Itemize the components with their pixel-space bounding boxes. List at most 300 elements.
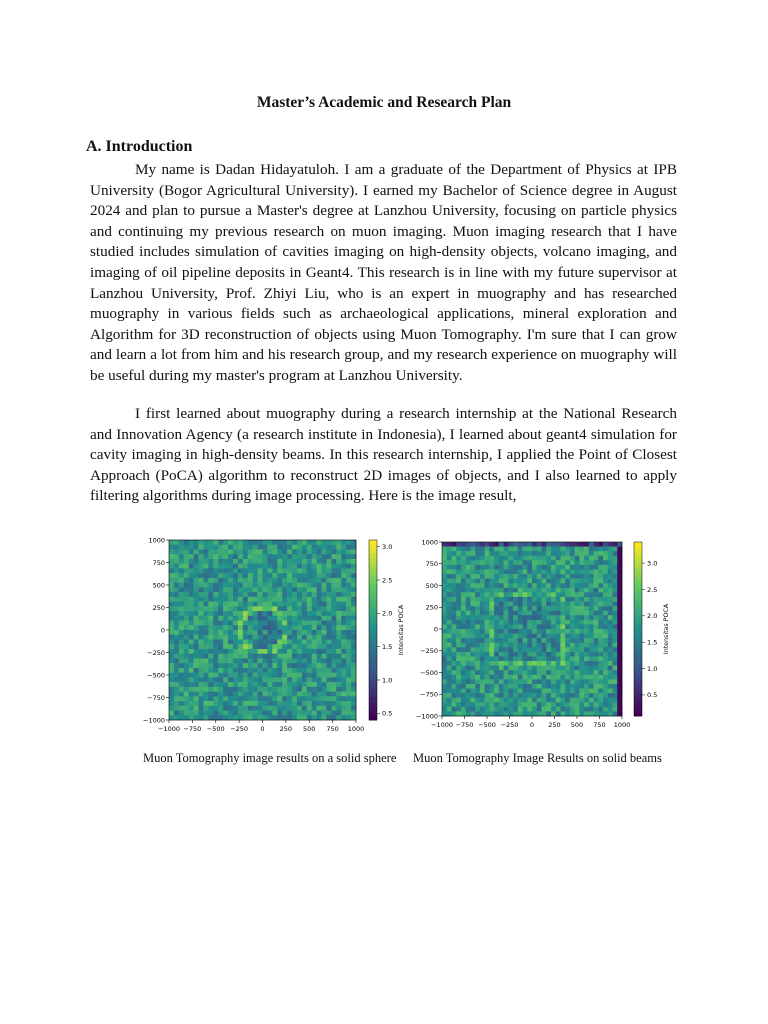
- heatmap-cell: [174, 578, 179, 583]
- heatmap-cell: [532, 565, 537, 570]
- x-tick-label: −250: [230, 725, 249, 733]
- heatmap-cell: [560, 624, 565, 629]
- heatmap-cell: [233, 663, 238, 668]
- heatmap-cell: [258, 597, 263, 602]
- colorbar-segment: [369, 549, 377, 554]
- heatmap-cell: [302, 554, 307, 559]
- heatmap-cell: [336, 673, 341, 678]
- heatmap-cell: [584, 711, 589, 716]
- heatmap-cell: [194, 644, 199, 649]
- heatmap-cell: [570, 606, 575, 611]
- heatmap-cell: [470, 670, 475, 675]
- heatmap-cell: [532, 556, 537, 561]
- heatmap-cell: [317, 687, 322, 692]
- heatmap-cell: [341, 654, 346, 659]
- heatmap-cell: [272, 592, 277, 597]
- heatmap-cell: [223, 677, 228, 682]
- heatmap-cell: [238, 701, 243, 706]
- heatmap-cell: [322, 682, 327, 687]
- heatmap-cell: [282, 635, 287, 640]
- heatmap-cell: [213, 573, 218, 578]
- heatmap-cell: [551, 569, 556, 574]
- heatmap-cell: [617, 574, 622, 579]
- heatmap-cell: [551, 675, 556, 680]
- heatmap-cell: [456, 579, 461, 584]
- heatmap-cell: [575, 620, 580, 625]
- heatmap-cell: [322, 649, 327, 654]
- heatmap-cell: [613, 542, 618, 547]
- heatmap-cell: [447, 602, 452, 607]
- heatmap-cell: [560, 647, 565, 652]
- heatmap-cell: [456, 542, 461, 547]
- heatmap-cell: [203, 606, 208, 611]
- colorbar-segment: [369, 711, 377, 716]
- heatmap-cell: [613, 675, 618, 680]
- heatmap-cell: [485, 707, 490, 712]
- heatmap-cell: [336, 602, 341, 607]
- heatmap-cell: [174, 587, 179, 592]
- heatmap-cell: [243, 715, 248, 720]
- heatmap-cell: [179, 621, 184, 626]
- heatmap-cell: [267, 564, 272, 569]
- heatmap-cell: [169, 644, 174, 649]
- heatmap-cell: [287, 545, 292, 550]
- heatmap-cell: [336, 630, 341, 635]
- heatmap-cell: [594, 638, 599, 643]
- heatmap-cell: [584, 629, 589, 634]
- heatmap-cell: [326, 706, 331, 711]
- heatmap-cells: [442, 542, 622, 716]
- heatmap-cell: [603, 565, 608, 570]
- heatmap-cell: [233, 635, 238, 640]
- x-tick-label: −750: [183, 725, 202, 733]
- heatmap-cell: [451, 675, 456, 680]
- heatmap-cell: [456, 583, 461, 588]
- heatmap-cell: [560, 579, 565, 584]
- heatmap-cell: [307, 545, 312, 550]
- heatmap-cell: [575, 560, 580, 565]
- heatmap-cell: [312, 668, 317, 673]
- heatmap-cell: [248, 649, 253, 654]
- heatmap-cell: [447, 592, 452, 597]
- heatmap-cell: [297, 545, 302, 550]
- heatmap-cell: [598, 634, 603, 639]
- heatmap-cell: [565, 588, 570, 593]
- heatmap-cell: [513, 569, 518, 574]
- heatmap-cell: [489, 606, 494, 611]
- heatmap-cell: [513, 643, 518, 648]
- heatmap-cell: [203, 578, 208, 583]
- heatmap-cell: [513, 652, 518, 657]
- heatmap-cell: [461, 711, 466, 716]
- heatmap-cell: [302, 540, 307, 545]
- y-tick-label: −1000: [416, 712, 438, 721]
- heatmap-cell: [326, 677, 331, 682]
- heatmap-cell: [351, 663, 356, 668]
- heatmap-cell: [331, 621, 336, 626]
- heatmap-cell: [556, 666, 561, 671]
- heatmap-cell: [326, 540, 331, 545]
- heatmap-cell: [589, 602, 594, 607]
- heatmap-cell: [466, 624, 471, 629]
- heatmap-cell: [442, 597, 447, 602]
- heatmap-cell: [451, 707, 456, 712]
- heatmap-cell: [594, 620, 599, 625]
- heatmap-cell: [556, 684, 561, 689]
- heatmap-cell: [169, 625, 174, 630]
- heatmap-cell: [326, 682, 331, 687]
- heatmap-cell: [312, 621, 317, 626]
- heatmap-cell: [613, 666, 618, 671]
- heatmap-cell: [203, 545, 208, 550]
- heatmap-cell: [461, 684, 466, 689]
- y-tick-label: −250: [420, 647, 438, 656]
- heatmap-cell: [603, 643, 608, 648]
- colorbar-segment: [634, 699, 642, 704]
- heatmap-cell: [598, 556, 603, 561]
- heatmap-cell: [442, 652, 447, 657]
- heatmap-cell: [485, 597, 490, 602]
- heatmap-cell: [575, 656, 580, 661]
- heatmap-cell: [272, 649, 277, 654]
- heatmap-cell: [532, 542, 537, 547]
- heatmap-cell: [442, 629, 447, 634]
- heatmap-cell: [504, 675, 509, 680]
- heatmap-cell: [233, 692, 238, 697]
- heatmap-cell: [184, 654, 189, 659]
- heatmap-cell: [243, 706, 248, 711]
- heatmap-cell: [613, 615, 618, 620]
- heatmap-cell: [456, 574, 461, 579]
- heatmap-cell: [565, 693, 570, 698]
- heatmap-cell: [480, 634, 485, 639]
- heatmap-cell: [565, 711, 570, 716]
- heatmap-cell: [272, 559, 277, 564]
- heatmap-cell: [570, 574, 575, 579]
- y-tick-label: −500: [420, 668, 438, 677]
- heatmap-cell: [461, 597, 466, 602]
- heatmap-cell: [461, 588, 466, 593]
- heatmap-cell: [307, 649, 312, 654]
- heatmap-cell: [253, 606, 258, 611]
- heatmap-cell: [248, 663, 253, 668]
- heatmap-cell: [248, 597, 253, 602]
- heatmap-cell: [297, 616, 302, 621]
- heatmap-cell: [199, 701, 204, 706]
- heatmap-cell: [537, 693, 542, 698]
- heatmap-cell: [228, 706, 233, 711]
- heatmap-cell: [243, 549, 248, 554]
- heatmap-cell: [184, 573, 189, 578]
- heatmap-cell: [228, 682, 233, 687]
- heatmap-cell: [494, 679, 499, 684]
- x-tick-label: −500: [478, 721, 496, 729]
- heatmap-cell: [485, 670, 490, 675]
- heatmap-cell: [199, 715, 204, 720]
- heatmap-cell: [598, 679, 603, 684]
- heatmap-cell: [248, 706, 253, 711]
- heatmap-cell: [456, 666, 461, 671]
- heatmap-cell: [331, 578, 336, 583]
- heatmap-cell: [174, 564, 179, 569]
- heatmap-cell: [504, 583, 509, 588]
- heatmap-cell: [575, 597, 580, 602]
- heatmap-cell: [551, 711, 556, 716]
- heatmap-cell: [442, 574, 447, 579]
- heatmap-cell: [213, 554, 218, 559]
- heatmap-cell: [199, 578, 204, 583]
- heatmap-cell: [292, 568, 297, 573]
- heatmap-cell: [579, 684, 584, 689]
- heatmap-cell: [263, 564, 268, 569]
- heatmap-cell: [485, 711, 490, 716]
- heatmap-cell: [485, 638, 490, 643]
- heatmap-cell: [307, 540, 312, 545]
- heatmap-cell: [598, 675, 603, 680]
- heatmap-cell: [194, 649, 199, 654]
- heatmap-cell: [442, 556, 447, 561]
- heatmap-cell: [248, 692, 253, 697]
- heatmap-cell: [263, 602, 268, 607]
- heatmap-cell: [451, 556, 456, 561]
- heatmap-cell: [248, 673, 253, 678]
- heatmap-cell: [346, 606, 351, 611]
- heatmap-cell: [189, 621, 194, 626]
- heatmap-cell: [267, 639, 272, 644]
- heatmap-cell: [608, 652, 613, 657]
- heatmap-cell: [537, 643, 542, 648]
- heatmap-cell: [199, 635, 204, 640]
- heatmap-cell: [541, 647, 546, 652]
- heatmap-cell: [518, 666, 523, 671]
- heatmap-cell: [518, 693, 523, 698]
- heatmap-cell: [447, 693, 452, 698]
- heatmap-cell: [218, 606, 223, 611]
- heatmap-cell: [579, 666, 584, 671]
- heatmap-cell: [518, 547, 523, 552]
- heatmap-cell: [617, 583, 622, 588]
- heatmap-cell: [169, 592, 174, 597]
- heatmap-cell: [456, 675, 461, 680]
- heatmap-cell: [199, 621, 204, 626]
- heatmap-cell: [263, 639, 268, 644]
- heatmap-cell: [199, 549, 204, 554]
- heatmap-cell: [456, 638, 461, 643]
- heatmap-cell: [594, 629, 599, 634]
- heatmap-cell: [594, 698, 599, 703]
- heatmap-cell: [189, 540, 194, 545]
- heatmap-cell: [565, 602, 570, 607]
- heatmap-cell: [475, 638, 480, 643]
- heatmap-cell: [575, 611, 580, 616]
- heatmap-cell: [351, 559, 356, 564]
- heatmap-cell: [461, 666, 466, 671]
- heatmap-cell: [608, 592, 613, 597]
- heatmap-cell: [243, 711, 248, 716]
- heatmap-cell: [287, 568, 292, 573]
- heatmap-cell: [475, 542, 480, 547]
- heatmap-cell: [248, 644, 253, 649]
- heatmap-cell: [326, 635, 331, 640]
- heatmap-cell: [189, 573, 194, 578]
- heatmap-cell: [263, 635, 268, 640]
- heatmap-cell: [218, 673, 223, 678]
- y-tick-label: −250: [147, 648, 165, 657]
- heatmap-cell: [322, 621, 327, 626]
- heatmap-cell: [287, 644, 292, 649]
- heatmap-cell: [546, 615, 551, 620]
- colorbar-segment: [634, 590, 642, 595]
- heatmap-cell: [218, 540, 223, 545]
- heatmap-cell: [485, 693, 490, 698]
- heatmap-cell: [218, 592, 223, 597]
- heatmap-cell: [461, 624, 466, 629]
- heatmap-cell: [494, 551, 499, 556]
- heatmap-cell: [494, 656, 499, 661]
- heatmap-cell: [499, 638, 504, 643]
- heatmap-cell: [208, 554, 213, 559]
- colorbar-segment: [634, 594, 642, 599]
- heatmap-cell: [228, 630, 233, 635]
- heatmap-cell: [272, 573, 277, 578]
- heatmap-cell: [470, 643, 475, 648]
- heatmap-cell: [523, 679, 528, 684]
- heatmap-cell: [584, 647, 589, 652]
- heatmap-cell: [527, 588, 532, 593]
- heatmap-cell: [603, 574, 608, 579]
- heatmap-cell: [292, 549, 297, 554]
- heatmap-cell: [613, 638, 618, 643]
- heatmap-cell: [174, 597, 179, 602]
- heatmap-cell: [272, 635, 277, 640]
- heatmap-cell: [351, 549, 356, 554]
- heatmap-cell: [208, 668, 213, 673]
- heatmap-cell: [442, 624, 447, 629]
- heatmap-cell: [556, 542, 561, 547]
- heatmap-cell: [447, 551, 452, 556]
- heatmap-cell: [537, 606, 542, 611]
- heatmap-cell: [292, 701, 297, 706]
- heatmap-cell: [326, 711, 331, 716]
- heatmap-cell: [277, 687, 282, 692]
- heatmap-cell: [302, 592, 307, 597]
- heatmap-cell: [331, 644, 336, 649]
- heatmap-cell: [447, 702, 452, 707]
- heatmap-cell: [575, 670, 580, 675]
- heatmap-cell: [556, 560, 561, 565]
- heatmap-cell: [537, 711, 542, 716]
- heatmap-cell: [184, 701, 189, 706]
- heatmap-cell: [263, 625, 268, 630]
- heatmap-cell: [346, 654, 351, 659]
- heatmap-cell: [584, 615, 589, 620]
- heatmap-cell: [475, 661, 480, 666]
- heatmap-cell: [523, 602, 528, 607]
- heatmap-cell: [351, 635, 356, 640]
- heatmap-cell: [589, 569, 594, 574]
- heatmap-cell: [336, 554, 341, 559]
- heatmap-cell: [523, 615, 528, 620]
- heatmap-cell: [489, 629, 494, 634]
- heatmap-cell: [461, 611, 466, 616]
- y-tick-label: 250: [152, 603, 165, 612]
- heatmap-cell: [470, 689, 475, 694]
- heatmap-cell: [184, 692, 189, 697]
- heatmap-cell: [541, 693, 546, 698]
- heatmap-cell: [475, 652, 480, 657]
- heatmap-cell: [584, 579, 589, 584]
- heatmap-cell: [523, 547, 528, 552]
- heatmap-cell: [518, 569, 523, 574]
- heatmap-cell: [287, 606, 292, 611]
- heatmap-cell: [546, 565, 551, 570]
- heatmap-cell: [551, 652, 556, 657]
- heatmap-cell: [317, 554, 322, 559]
- heatmap-cell: [341, 644, 346, 649]
- heatmap-cell: [513, 560, 518, 565]
- heatmap-cell: [447, 579, 452, 584]
- heatmap-cell: [263, 545, 268, 550]
- heatmap-cell: [575, 547, 580, 552]
- heatmap-cell: [346, 568, 351, 573]
- heatmap-cell: [258, 658, 263, 663]
- heatmap-cell: [608, 707, 613, 712]
- heatmap-cell: [603, 579, 608, 584]
- heatmap-cell: [282, 611, 287, 616]
- heatmap-cell: [287, 611, 292, 616]
- heatmap-cell: [272, 654, 277, 659]
- heatmap-cell: [292, 649, 297, 654]
- heatmap-cell: [584, 666, 589, 671]
- heatmap-cell: [470, 597, 475, 602]
- colorbar-tick-label: 2.5: [647, 585, 658, 594]
- heatmap-cell: [565, 615, 570, 620]
- heatmap-cell: [346, 706, 351, 711]
- heatmap-cell: [560, 702, 565, 707]
- heatmap-cell: [575, 707, 580, 712]
- heatmap-cell: [263, 592, 268, 597]
- heatmap-cell: [322, 715, 327, 720]
- heatmap-cell: [218, 573, 223, 578]
- heatmap-cell: [336, 701, 341, 706]
- heatmap-cell: [589, 574, 594, 579]
- heatmap-cell: [456, 565, 461, 570]
- heatmap-cell: [518, 615, 523, 620]
- x-tick-label: 500: [303, 725, 316, 733]
- heatmap-cell: [297, 635, 302, 640]
- colorbar-segment: [369, 648, 377, 653]
- heatmap-cell: [532, 675, 537, 680]
- heatmap-cell: [447, 588, 452, 593]
- heatmap-cell: [302, 573, 307, 578]
- heatmap-cell: [253, 711, 258, 716]
- heatmap-cell: [258, 549, 263, 554]
- heatmap-cell: [603, 652, 608, 657]
- heatmap-cell: [513, 702, 518, 707]
- heatmap-cell: [485, 620, 490, 625]
- heatmap-cell: [565, 569, 570, 574]
- heatmap-cell: [489, 560, 494, 565]
- heatmap-cell: [579, 698, 584, 703]
- heatmap-cell: [447, 597, 452, 602]
- heatmap-cell: [513, 547, 518, 552]
- heatmap-cell: [346, 583, 351, 588]
- colorbar-segment: [634, 694, 642, 699]
- heatmap-cell: [272, 568, 277, 573]
- heatmap-cell: [499, 661, 504, 666]
- heatmap-cell: [297, 587, 302, 592]
- heatmap-cell: [494, 698, 499, 703]
